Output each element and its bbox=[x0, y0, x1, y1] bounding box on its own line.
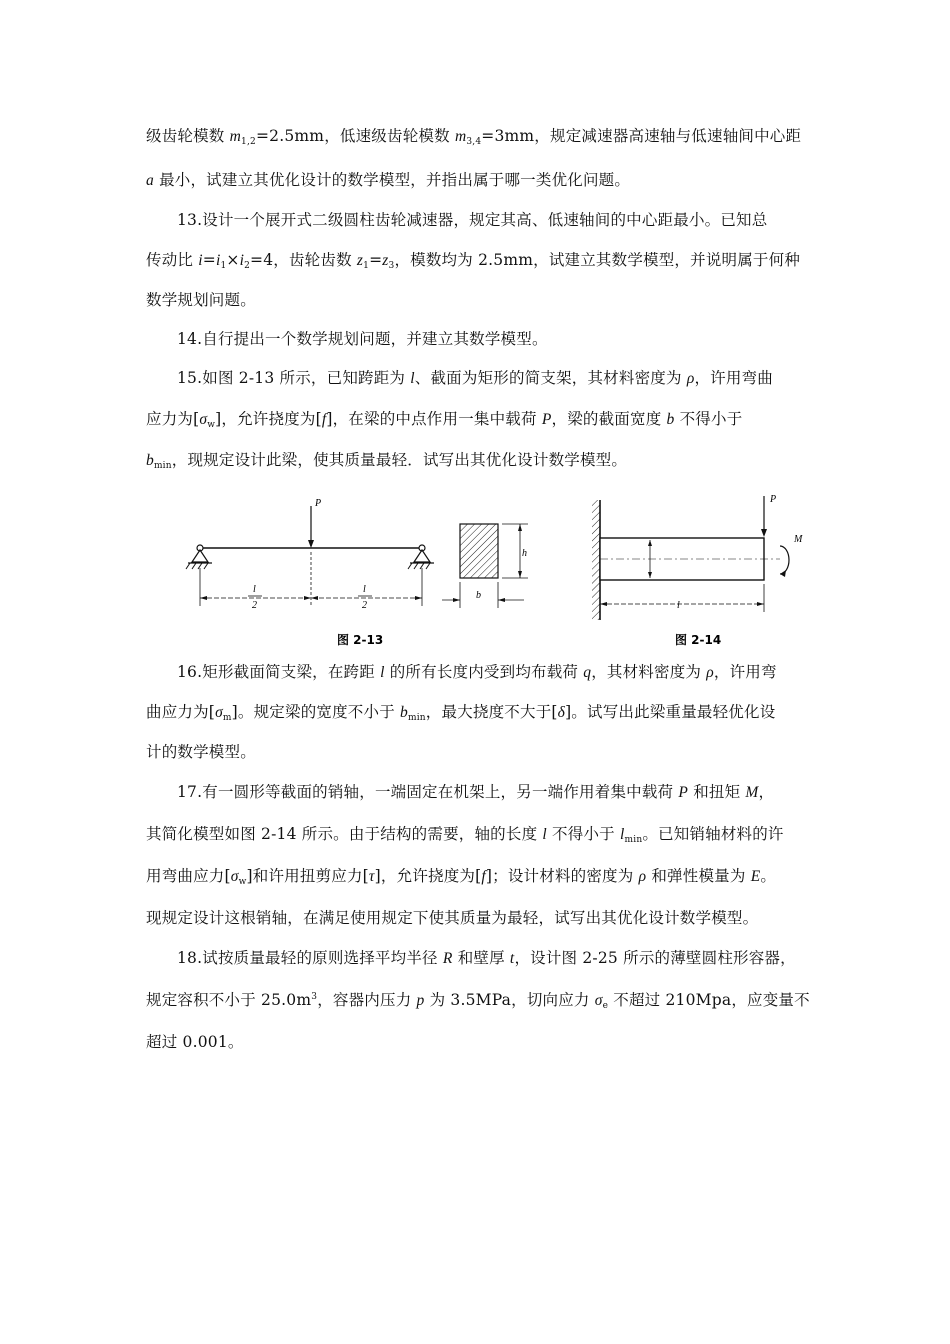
problem-13-line-3: 数学规划问题。 bbox=[146, 291, 256, 309]
label-h: h bbox=[522, 548, 527, 559]
label-P-14: P bbox=[770, 494, 777, 505]
problem-15-line-2: 应力为$[\sigma_w]$，允许挠度为[f]，在梁的中点作用一集中载荷 P，梁的截面宽度 b 不得小于 bbox=[146, 410, 743, 430]
rectangular-cross-section bbox=[442, 524, 528, 608]
label-half-2-right: 2 bbox=[362, 600, 367, 611]
problem-16-line-2: 曲应力为$[\sigma_m]$。规定梁的宽度不小于 $b_{min}$，最大挠度不大于[δ]。试写出此梁重量最轻优化设 bbox=[146, 703, 776, 723]
problem-18-line-2: 规定容积不小于 $25.0m^3$，容器内压力 p 为 3.5MPa，切向应力 $\sigma_e$ 不超过 210Mpa，应变量不 bbox=[146, 991, 810, 1011]
problem-17-line-4: 现规定设计这根销轴，在满足使用规定下使其质量为最轻，试写出其优化设计数学模型。 bbox=[146, 909, 759, 927]
problem-16-line-3: 计的数学模型。 bbox=[146, 743, 256, 761]
problem-15-line-1: 15.如图 2-13 所示，已知跨距为 l、截面为矩形的简支架，其材料密度为 ρ，许用弯曲 bbox=[177, 369, 773, 387]
label-half-l-right: l bbox=[363, 584, 366, 595]
label-l: l bbox=[677, 600, 680, 611]
fig-2-13-caption: 图 2-13 bbox=[337, 633, 384, 647]
problem-17-line-3: 用弯曲应力$[\sigma_w]$和许用扭剪应力[τ]，允许挠度为[f]；设计材料的密度为 ρ 和弹性模量为 E。 bbox=[146, 867, 777, 887]
problem-13-line-1: 13.设计一个展开式二级圆柱齿轮减速器，规定其高、低速轴间的中心距最小。已知总 bbox=[177, 211, 768, 229]
problem-12-line-2: a 最小，试建立其优化设计的数学模型，并指出属于哪一类优化问题。 bbox=[146, 171, 631, 189]
problem-18-line-1: 18.试按质量最轻的原则选择平均半径 R 和壁厚 t，设计图 2-25 所示的薄壁圆柱形容器， bbox=[177, 949, 796, 967]
simply-supported-beam bbox=[186, 498, 434, 611]
label-M: M bbox=[794, 534, 803, 545]
label-b: b bbox=[476, 590, 481, 601]
problem-16-line-1: 16.矩形截面简支梁，在跨距 l 的所有长度内受到均布载荷 q，其材料密度为 ρ，许用弯 bbox=[177, 663, 777, 681]
problem-17-line-1: 17.有一圆形等截面的销轴，一端固定在机架上，另一端作用着集中载荷 P 和扭矩 M， bbox=[177, 783, 775, 801]
label-P-13: P bbox=[315, 498, 322, 509]
problem-15-line-3: $b_{min}$，现规定设计此梁，使其质量最轻．试写出其优化设计数学模型。 bbox=[146, 451, 628, 471]
problem-14-line-1: 14.自行提出一个数学规划问题，并建立其数学模型。 bbox=[177, 330, 548, 348]
fig-2-14-caption: 图 2-14 bbox=[675, 633, 722, 647]
problem-13-line-2: 传动比 $i=i_1\times i_2=4$，齿轮齿数 $z_1=z_3$，模数均为 2.5mm，试建立其数学模型，并说明属于何种 bbox=[146, 251, 801, 271]
label-half-l-left: l bbox=[253, 584, 256, 595]
cantilever-pin bbox=[592, 494, 803, 620]
problem-12-line-1: 级齿轮模数 $m_{1,2}=2.5mm$，低速级齿轮模数 $m_{3,4}=3mm$，规定减速器高速轴与低速轴间中心距 bbox=[146, 127, 802, 147]
figures-2-13-2-14 bbox=[180, 486, 820, 656]
label-half-2-left: 2 bbox=[252, 600, 257, 611]
problem-17-line-2: 其简化模型如图 2-14 所示。由于结构的需要，轴的长度 l 不得小于 $l_{min}$。已知销轴材料的许 bbox=[146, 825, 784, 845]
problem-18-line-3: 超过 0.001。 bbox=[146, 1033, 244, 1051]
